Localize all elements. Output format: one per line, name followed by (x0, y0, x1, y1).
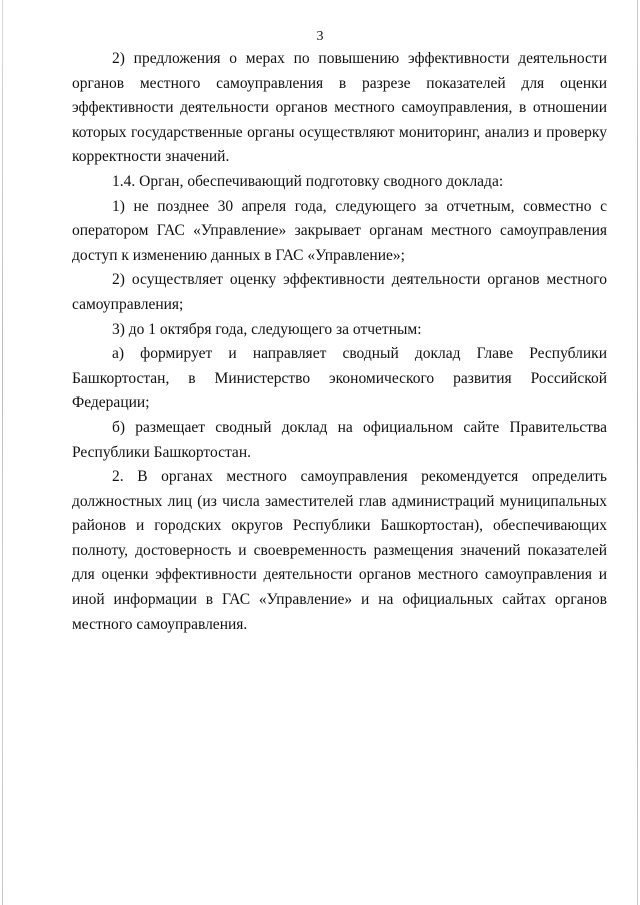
document-body (72, 47, 607, 637)
paragraph-section-1-4: 1.4. Орган, обеспечивающий подготовку сводного доклада: (112, 172, 504, 190)
scan-edge-right (637, 0, 638, 905)
paragraph-subitem-b: б) размещает сводный доклад на официальном сайте Правительства Республики Башкортостан. (72, 418, 607, 461)
scan-edge-left (2, 0, 3, 905)
paragraph-item-3: 3) до 1 октября года, следующего за отчетным: (112, 320, 422, 338)
paragraph-section-2: 2. В органах местного самоуправления рекомендуется определить должностных лиц (из числа заместителей глав администраций муниципальных районов и городских округов Республики Башкортостан), обеспечивающих полноту, достоверность и своевременность размещения значений показателей для оценки эффективности деятельности органов местного самоуправления и иной информации в ГАС «Управление» и на официальных сайтах органов местного самоуправления. (72, 468, 607, 633)
paragraph-proposals: 2) предложения о мерах по повышению эффективности деятельности органов местного самоуправления в разрезе показателей для оценки эффективности деятельности органов местного самоуправления, в отношении которых государственные органы осуществляют мониторинг, анализ и проверку корректности значений. (72, 50, 607, 166)
page-number: 3 (316, 29, 324, 44)
paragraph-subitem-a: а) формирует и направляет сводный доклад Главе Республики Башкортостан, в Министерство экономического развития Российской Федерации; (72, 345, 607, 412)
paragraph-item-2: 2) осуществляет оценку эффективности деятельности органов местного самоуправления; (72, 271, 607, 313)
paragraph-item-1: 1) не позднее 30 апреля года, следующего за отчетным, совместно с оператором ГАС «Управление» закрывает органам местного самоуправления доступ к изменению данных в ГАС «Управление»; (72, 197, 607, 264)
